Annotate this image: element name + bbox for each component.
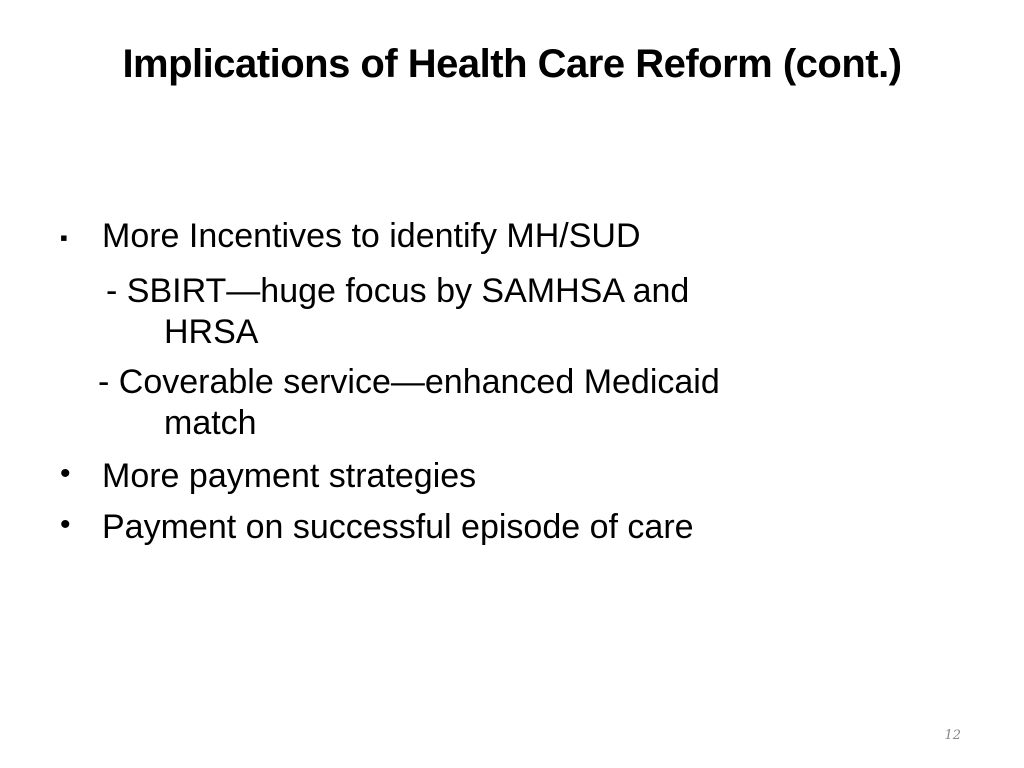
square-bullet-icon: ▪ [60,225,68,250]
dot-bullet-icon: • [60,507,71,541]
sub-item-text-line1: - SBIRT—huge focus by SAMHSA and [106,271,690,310]
bullet-item-incentives [60,216,920,257]
sub-item-text-line1: - Coverable service—enhanced Medicaid [98,363,720,402]
sub-item-sbirt [60,271,920,353]
dot-bullet-icon: • [60,456,71,490]
bullet-list [60,216,920,548]
bullet-text: Payment on successful episode of care [102,507,694,546]
sub-item-coverable-service [60,362,920,444]
slide-title: Implications of Health Care Reform (cont.) [122,42,902,86]
sub-item-text-line2: match [164,404,257,443]
bullet-text: More payment strategies [102,456,477,495]
bullet-item-episode-payment [60,507,920,548]
sub-item-text-line2: HRSA [164,312,259,351]
bullet-text: More Incentives to identify MH/SUD [102,217,641,255]
page-number: 12 [944,728,961,743]
bullet-item-payment-strategies [60,456,920,497]
